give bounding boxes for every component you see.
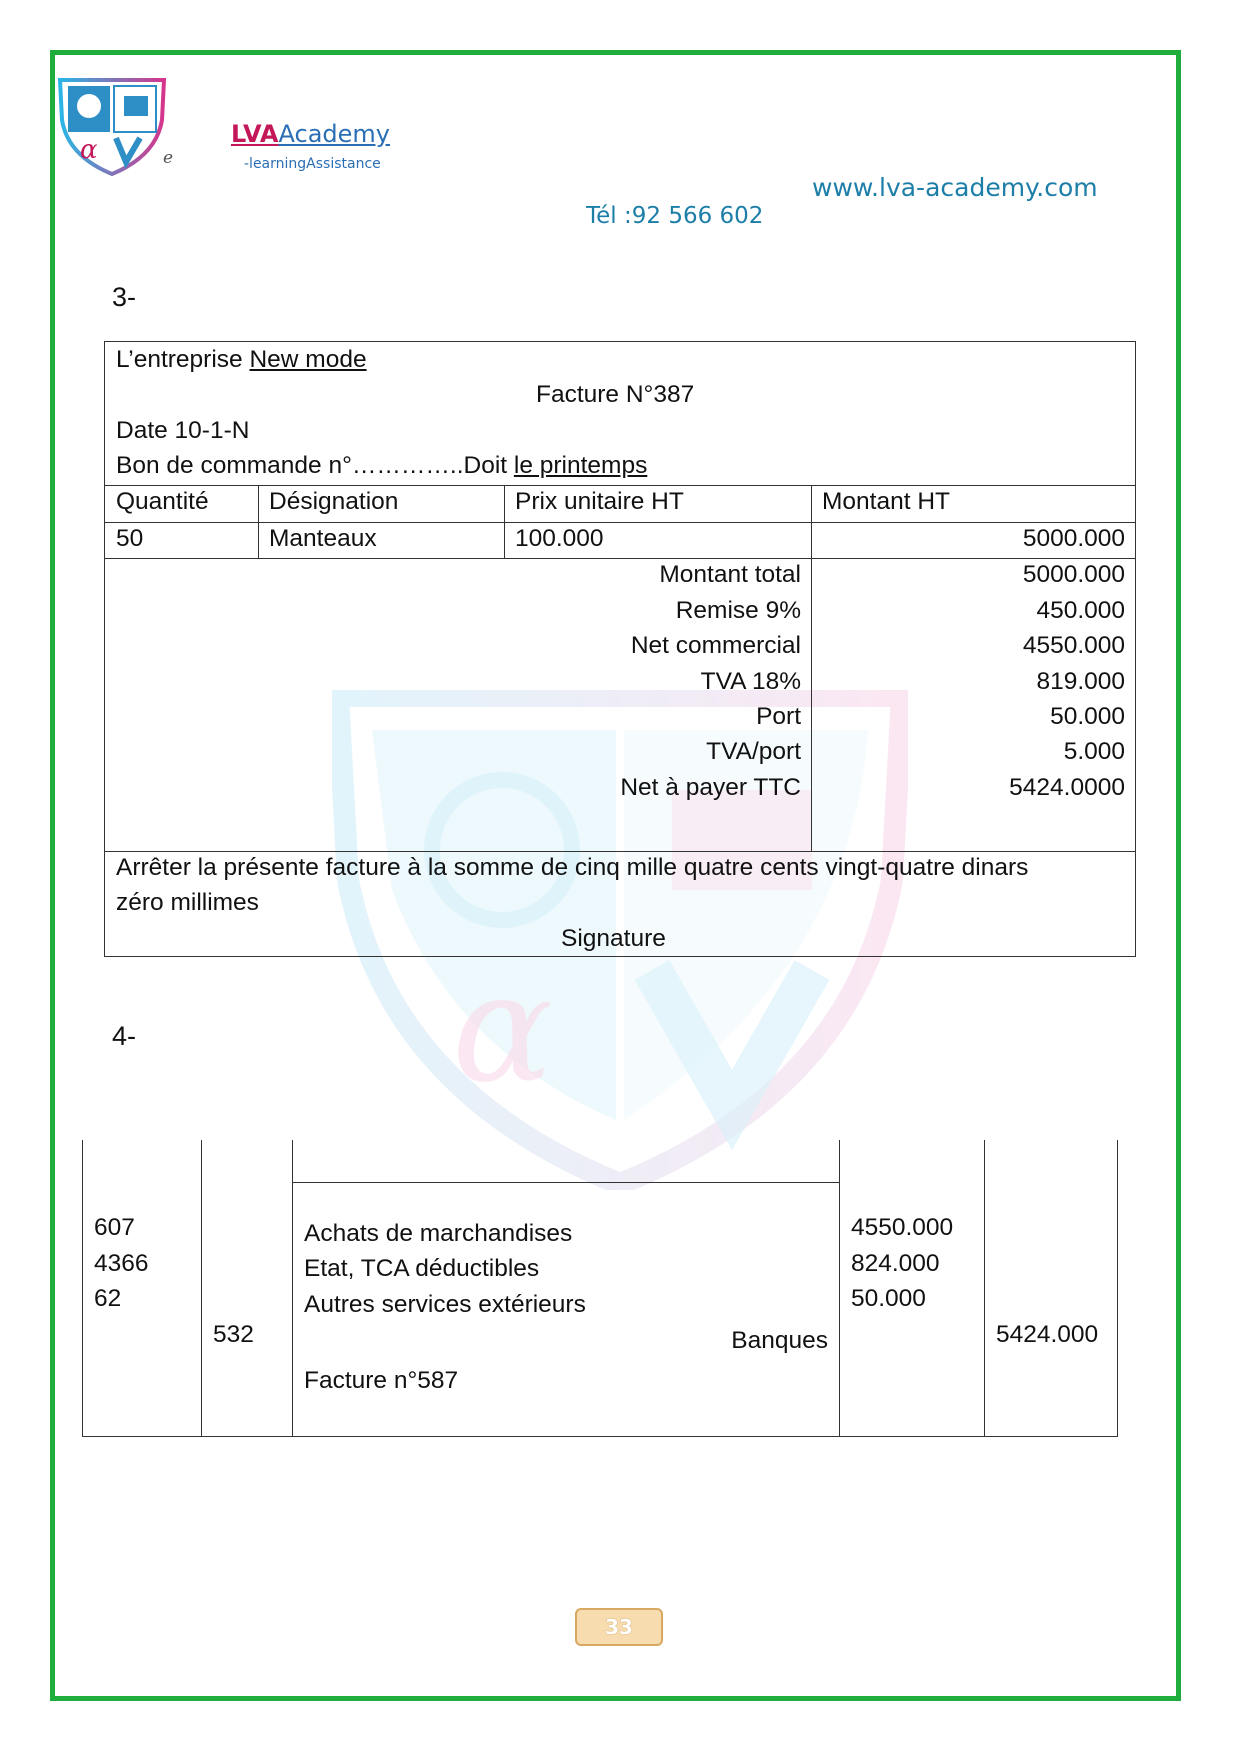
brand-tagline: -learningAssistance [244,156,381,172]
credit-account: 532 [213,1321,254,1348]
entry-reference: Facture n°587 [304,1367,459,1394]
debit-account: 4366 [94,1250,149,1277]
client-name: le printemps [513,452,648,479]
journal-date-rule [292,1182,839,1183]
section-3-label: 3- [112,282,137,312]
cell-amount: 5000.000 [1022,525,1125,552]
debit-account: 607 [94,1214,135,1241]
order-prefix: Bon de commande n°…………..Doit [116,452,514,479]
debit-amount: 4550.000 [851,1214,954,1241]
debit-label: Autres services extérieurs [304,1291,586,1318]
journal-col-line [839,1140,840,1437]
total-value: 819.000 [1036,668,1125,695]
company-name: New mode [249,346,367,373]
brand-name [231,120,390,148]
total-label: Port [756,703,801,730]
amount-in-words-line2: zéro millimes [116,889,259,916]
debit-amount: 824.000 [851,1250,940,1277]
totals-bottom-rule [105,851,1135,852]
row-bottom-rule [105,558,1135,559]
header-top-rule [105,485,1135,486]
invoice-table [104,341,1136,957]
invoice-date: Date 10-1-N [116,417,250,444]
total-value: 50.000 [1050,703,1125,730]
debit-amount: 50.000 [851,1285,926,1312]
brand-academy: Academy [278,120,390,148]
col-header-designation: Désignation [269,488,399,515]
company-prefix: L’entreprise [116,346,250,373]
page-number-badge: 33 [575,1608,663,1646]
cell-quantity: 50 [116,525,144,552]
col-header-montant: Montant HT [822,488,950,515]
header-bottom-rule [105,522,1135,523]
website-link[interactable]: www.lva-academy.com [812,173,1098,202]
total-value: 4550.000 [1022,632,1125,659]
journal-col-line [292,1140,293,1437]
journal-bottom-rule [82,1436,1118,1437]
phone-number: Tél :92 566 602 [586,203,764,229]
invoice-title: Facture N°387 [536,381,695,408]
invoice-order-line [116,452,647,480]
total-label: Montant total [659,561,801,588]
cell-unit-price: 100.000 [515,525,604,552]
col-divider-2 [504,485,505,558]
svg-text:α: α [80,135,98,165]
debit-account: 62 [94,1285,122,1312]
journal-entry-table [82,1140,1118,1437]
total-label: TVA/port [706,738,801,765]
debit-label: Achats de marchandises [304,1220,573,1247]
invoice-company-line [116,346,367,374]
brand-lva: LVA [231,120,279,148]
svg-text:α: α [452,942,554,1116]
credit-amount: 5424.000 [996,1321,1099,1348]
total-label: Net à payer TTC [620,774,801,801]
col-divider-1 [258,485,259,558]
total-value: 450.000 [1036,597,1125,624]
credit-label: Banques [731,1327,828,1354]
journal-col-line [82,1140,83,1437]
debit-label: Etat, TCA déductibles [304,1255,540,1282]
journal-col-line [1117,1140,1118,1437]
section-4-label: 4- [112,1021,137,1051]
signature-label: Signature [561,925,666,952]
journal-col-line [984,1140,985,1437]
amount-in-words-line1: Arrêter la présente facture à la somme de cinq mille quatre cents vingt-quatre dinars [116,854,1029,881]
journal-col-line [201,1140,202,1437]
lva-shield-logo [56,76,168,176]
total-label: TVA 18% [700,668,801,695]
total-label: Remise 9% [675,597,801,624]
col-divider-3 [811,485,812,851]
total-value: 5.000 [1063,738,1125,765]
total-value: 5000.000 [1022,561,1125,588]
col-header-quantite: Quantité [116,488,209,515]
total-value: 5424.0000 [1009,774,1125,801]
total-label: Net commercial [630,632,801,659]
col-header-prix-unitaire: Prix unitaire HT [515,488,684,515]
logo-e-letter: e [163,148,174,168]
cell-designation: Manteaux [269,525,377,552]
